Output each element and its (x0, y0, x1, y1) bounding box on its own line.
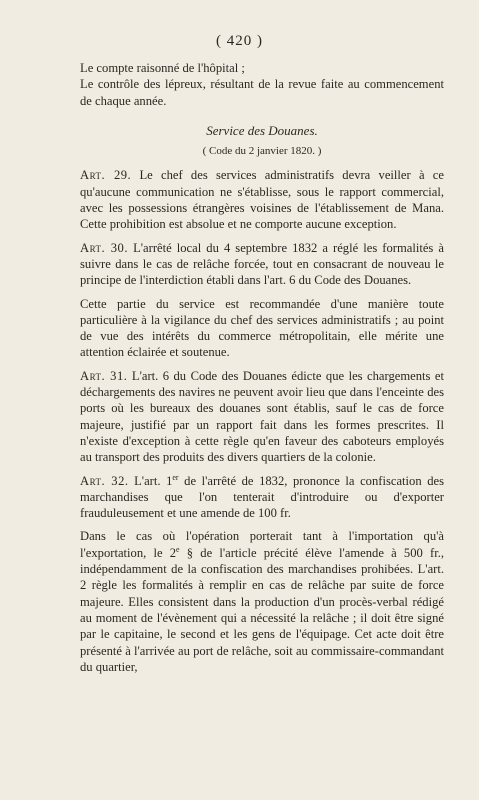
article-32-label: Art. 32. (80, 473, 129, 488)
article-29-text: Le chef des services administratifs devra veiller à ce qu'aucune communication ne s'établisse, sous le rapport commercial, avec les possessions étrangères voisines de l'établissement de Mana. Cette prohibition est absolue et ne comporte aucune exception. (80, 168, 444, 232)
section-title: Service des Douanes. (206, 122, 318, 138)
article-31-text: L'art. 6 du Code des Douanes édicte que les chargements et déchargements des navires ne peuvent avoir lieu que dans l'enceinte des ports où les bureaux des douanes sont établis, sauf le cas de force majeure, justifié par un rapport fait dans les formes prescrites. Il n'existe d'exception à cette règle qu'en faveur des caboteurs employés au transport des produits des divers quartiers de la colonie. (80, 368, 444, 465)
line-hopital: Le compte raisonné de l'hôpital ; (80, 61, 245, 75)
article-32-sup: er (172, 472, 179, 482)
paragraph-cas-text: § de l'article précité élève l'amende à 500 fr., indépendamment de la confiscation des marchandises prohibées. L'art. 2 règle les formalités à remplir en cas de relâche par suite de force majeure. Elles consistent dans la production d'un procès-verbal rédigé au moment de l'évènement qui a nécessité la relâche ; il doit être signé par le capitaine, le second et les gens de l'équipage. Cet acte doit être présenté à l'arrivée au port de relâche, soit au commissaire-commandant du quartier, (80, 545, 444, 674)
paragraph-cas-pre: Dans le cas où l'opération porterait tant à l'importation qu'à l'exportation, le 2 (80, 529, 444, 560)
article-30-text: L'arrêté local du 4 septembre 1832 a réglé les formalités à suivre dans le cas de relâche forcée, tout en consacrant de nouveau le principe de l'interdiction établi dans l'art. 6 du Code des Douanes. (80, 240, 444, 288)
page-number: ( 420 ) (216, 33, 263, 49)
article-30 (80, 240, 444, 289)
article-29 (80, 167, 444, 232)
article-32 (80, 473, 444, 522)
section-subtitle: ( Code du 2 janvier 1820. ) (202, 145, 322, 158)
article-32-pre: L'art. 1 (134, 473, 173, 488)
body-text (80, 60, 444, 675)
article-31-label: Art. 31. (80, 368, 128, 383)
article-31 (80, 368, 444, 466)
paragraph-service: Cette partie du service est recommandée d'une manière toute particulière à la vigilance du chef des services administratifs ; au point de vue des intérêts du commerce métropolitain, elle mérite une attention éclairée et soutenue. (80, 296, 444, 360)
paragraph-cas (80, 528, 444, 675)
article-32-text: de l'arrêté de 1832, prononce la confiscation des marchandises que l'on tenterait d'introduire ou d'exporter frauduleusement et une amende de 100 fr. (80, 473, 444, 521)
paragraph-cas-sup: e (176, 544, 180, 554)
line-lepreux: Le contrôle des lépreux, résultant de la revue faite au commencement de chaque année. (80, 77, 444, 108)
article-29-label: Art. 29. (80, 168, 132, 183)
article-30-label: Art. 30. (80, 240, 129, 255)
